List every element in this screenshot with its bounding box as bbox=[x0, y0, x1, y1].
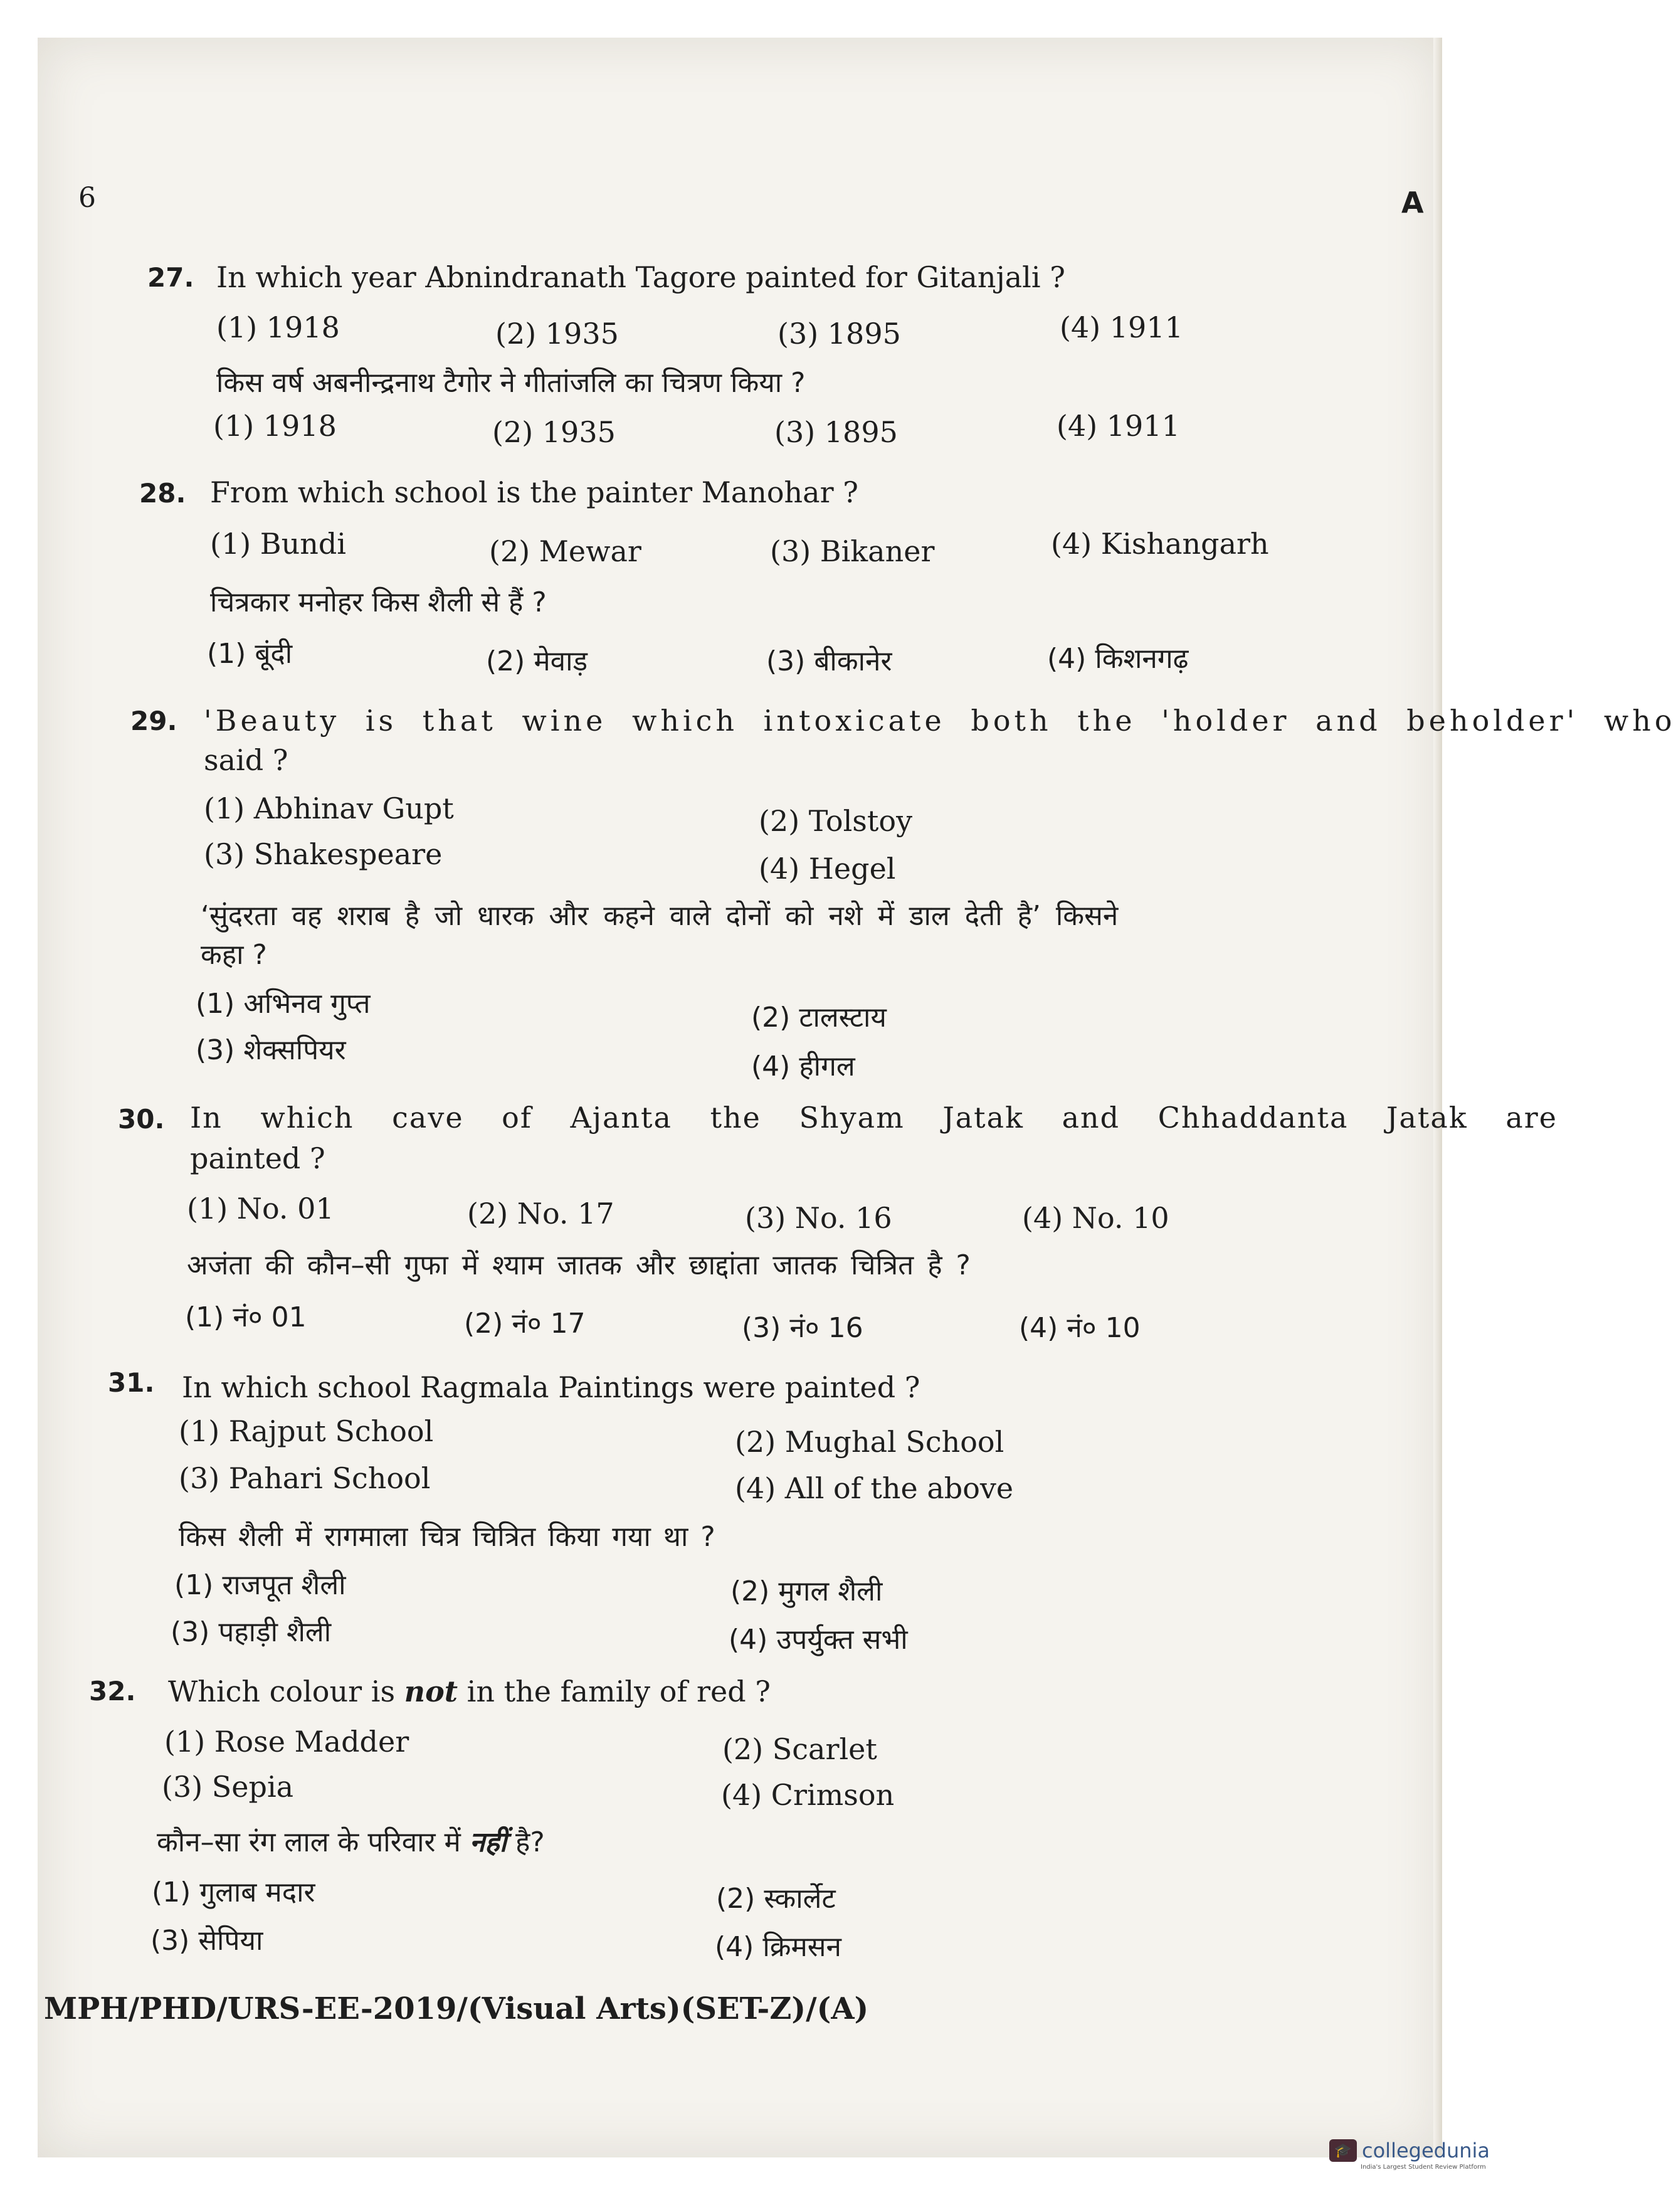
option: (2) स्कार्लेट bbox=[716, 1883, 836, 1915]
option: (4) हीगल bbox=[751, 1050, 855, 1082]
graduation-cap-icon: 🎓 bbox=[1329, 2139, 1357, 2162]
option: (4) No. 10 bbox=[1022, 1201, 1169, 1235]
question-text-hi: अजंता की कौन–सी गुफा में श्याम जातक और छाद्दांता जातक चित्रित है ? bbox=[187, 1249, 971, 1281]
option: (3) Pahari School bbox=[179, 1461, 431, 1495]
option: (4) 1911 bbox=[1057, 409, 1180, 443]
option: (1) राजपूत शैली bbox=[174, 1569, 346, 1601]
page-edge bbox=[1433, 38, 1442, 2157]
option: (3) 1895 bbox=[777, 317, 901, 351]
question-number: 29. bbox=[130, 706, 177, 736]
question-text-en: said ? bbox=[204, 743, 288, 777]
option: (2) Mewar bbox=[489, 534, 641, 568]
option: (4) All of the above bbox=[735, 1471, 1014, 1505]
option: (2) मुगल शैली bbox=[730, 1575, 883, 1607]
option: (4) Kishangarh bbox=[1051, 527, 1269, 561]
question-text-en: painted ? bbox=[190, 1141, 325, 1175]
option: (4) नं० 10 bbox=[1019, 1312, 1141, 1344]
option: (3) बीकानेर bbox=[766, 645, 892, 677]
option: (1) बूंदी bbox=[207, 638, 293, 670]
option: (2) टालस्टाय bbox=[751, 1002, 887, 1034]
option: (1) Rose Madder bbox=[164, 1725, 409, 1759]
option: (4) उपर्युक्त सभी bbox=[729, 1624, 908, 1656]
option: (2) Mughal School bbox=[735, 1425, 1004, 1459]
option: (3) शेक्सपियर bbox=[196, 1034, 346, 1066]
logo-tagline: India's Largest Student Review Platform bbox=[1361, 2164, 1486, 2171]
question-text-hi: कौन–सा रंग लाल के परिवार में नहीं है? bbox=[157, 1826, 545, 1858]
question-text-en: From which school is the painter Manohar ? bbox=[210, 475, 858, 509]
option: (3) Shakespeare bbox=[204, 837, 443, 871]
emphasis: not bbox=[404, 1675, 458, 1708]
page-number: 6 bbox=[78, 182, 96, 214]
option: (2) 1935 bbox=[492, 415, 616, 449]
collegedunia-logo bbox=[1329, 2139, 1490, 2162]
question-text-en: In which school Ragmala Paintings were painted ? bbox=[182, 1370, 920, 1404]
emphasis: नहीं bbox=[469, 1826, 507, 1858]
option: (2) नं० 17 bbox=[464, 1308, 586, 1340]
option: (4) 1911 bbox=[1060, 310, 1183, 344]
option: (1) Rajput School bbox=[179, 1414, 434, 1448]
question-text-en: In which year Abnindranath Tagore painted for Gitanjali ? bbox=[216, 260, 1065, 294]
option: (1) नं० 01 bbox=[185, 1301, 307, 1333]
option: (3) सेपिया bbox=[150, 1925, 263, 1957]
question-number: 30. bbox=[118, 1104, 165, 1135]
option: (1) No. 01 bbox=[187, 1192, 334, 1225]
option: (2) Tolstoy bbox=[759, 804, 913, 838]
question-number: 32. bbox=[89, 1676, 136, 1707]
question-text-hi: चित्रकार मनोहर किस शैली से हैं ? bbox=[210, 586, 547, 618]
option: (1) Bundi bbox=[210, 527, 346, 561]
logo-text: collegedunia bbox=[1362, 2139, 1490, 2162]
option: (3) Bikaner bbox=[770, 534, 935, 568]
question-text-hi: किस वर्ष अबनीन्द्रनाथ टैगोर ने गीतांजलि का चित्रण किया ? bbox=[216, 367, 806, 399]
option: (4) Hegel bbox=[759, 852, 896, 886]
option: (1) गुलाब मदार bbox=[152, 1876, 315, 1908]
option: (2) Scarlet bbox=[722, 1732, 877, 1766]
option: (2) No. 17 bbox=[467, 1197, 614, 1230]
option: (4) क्रिमसन bbox=[715, 1931, 841, 1963]
option: (3) पहाड़ी शैली bbox=[171, 1616, 332, 1648]
question-number: 28. bbox=[139, 478, 186, 509]
option: (2) 1935 bbox=[495, 317, 619, 351]
question-text-hi: किस शैली में रागमाला चित्र चित्रित किया गया था ? bbox=[179, 1521, 715, 1553]
question-number: 31. bbox=[108, 1367, 155, 1398]
option: (1) 1918 bbox=[216, 310, 340, 344]
question-text-en: 'Beauty is that wine which intoxicate both the 'holder and beholder' who bbox=[204, 704, 1676, 738]
option: (3) 1895 bbox=[774, 415, 898, 449]
option: (2) मेवाड़ bbox=[486, 645, 588, 677]
option: (3) No. 16 bbox=[745, 1201, 892, 1235]
question-text-hi: ‘सुंदरता वह शराब है जो धारक और कहने वाले दोनों को नशे में डाल देती है’ किसने bbox=[201, 900, 1119, 932]
option: (3) Sepia bbox=[162, 1770, 294, 1804]
question-text-en: In which cave of Ajanta the Shyam Jatak and Chhaddanta Jatak are bbox=[190, 1101, 1557, 1135]
option: (1) Abhinav Gupt bbox=[204, 791, 454, 825]
paper-code-footer: MPH/PHD/URS-EE-2019/(Visual Arts)(SET-Z)/(A) bbox=[44, 1991, 869, 2026]
option: (1) 1918 bbox=[213, 409, 337, 443]
option: (3) नं० 16 bbox=[742, 1312, 863, 1344]
question-number: 27. bbox=[147, 262, 194, 293]
set-letter: A bbox=[1401, 186, 1424, 220]
option: (4) किशनगढ़ bbox=[1047, 643, 1189, 675]
option: (1) अभिनव गुप्त bbox=[196, 988, 371, 1020]
option: (4) Crimson bbox=[721, 1778, 895, 1812]
question-text-en: Which colour is not in the family of red ? bbox=[168, 1675, 771, 1708]
question-text-hi: कहा ? bbox=[201, 939, 267, 971]
